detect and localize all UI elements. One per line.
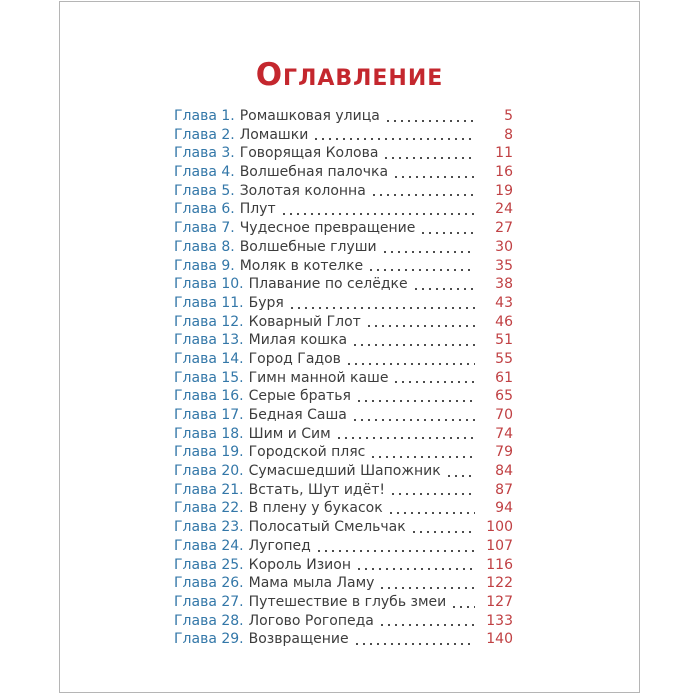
page-number: 24	[495, 201, 513, 218]
dot-leader	[381, 624, 475, 626]
toc-entry	[174, 107, 513, 126]
page-number: 27	[495, 220, 513, 237]
page-number: 100	[486, 519, 513, 536]
page-number: 11	[495, 145, 513, 162]
toc-entry	[174, 313, 513, 332]
chapter-title: Моляк в котелке	[239, 257, 364, 274]
dot-leader	[283, 213, 475, 215]
toc-entry	[174, 238, 513, 257]
dot-leader	[358, 400, 475, 402]
toc-entry	[174, 219, 513, 238]
chapter-label: Глава 7.	[174, 220, 235, 237]
page-number: 107	[486, 537, 513, 554]
toc-entry	[174, 331, 513, 350]
toc-entry	[174, 537, 513, 556]
chapter-title: Милая кошка	[248, 332, 348, 349]
dot-leader	[395, 176, 475, 178]
chapter-label: Глава 2.	[174, 126, 235, 143]
dot-leader	[315, 138, 475, 140]
chapter-title: Городской пляс	[248, 444, 366, 461]
chapter-label: Глава 20.	[174, 463, 244, 480]
chapter-title: Волшебная палочка	[239, 164, 389, 181]
chapter-label: Глава 3.	[174, 145, 235, 162]
chapter-title: Полосатый Смельчак	[248, 519, 406, 536]
page-number: 19	[495, 182, 513, 199]
dot-leader	[291, 307, 475, 309]
toc-entry	[174, 144, 513, 163]
page-number: 43	[495, 294, 513, 311]
dot-leader	[448, 475, 475, 477]
toc-entry	[174, 294, 513, 313]
dot-leader	[358, 568, 475, 570]
page-number: 84	[495, 463, 513, 480]
toc-entry	[174, 200, 513, 219]
chapter-label: Глава 12.	[174, 313, 244, 330]
dot-leader	[381, 587, 475, 589]
toc-list	[60, 107, 639, 649]
page-number: 51	[495, 332, 513, 349]
chapter-title: Бедная Саша	[248, 407, 347, 423]
dot-leader	[318, 550, 475, 552]
toc-entry	[174, 481, 513, 500]
page-number: 122	[486, 575, 513, 592]
chapter-label: Глава 5.	[174, 182, 235, 199]
chapter-label: Глава 29.	[174, 631, 244, 648]
chapter-title: В плену у букасок	[248, 500, 383, 517]
page-number: 140	[486, 631, 513, 648]
chapter-label: Глава 28.	[174, 612, 244, 629]
chapter-title: Шим и Сим	[248, 425, 331, 442]
page-number: 61	[495, 369, 513, 386]
chapter-title: Серые братья	[248, 388, 351, 405]
page-number: 133	[486, 612, 513, 629]
chapter-label: Глава 27.	[174, 593, 244, 610]
page-number: 70	[495, 407, 513, 423]
chapter-label: Глава 9.	[174, 257, 235, 274]
chapter-label: Глава 11.	[174, 294, 244, 311]
dot-leader	[453, 606, 475, 608]
chapter-title: Плут	[239, 201, 276, 218]
chapter-title: Золотая колонна	[239, 182, 366, 199]
toc-entry	[174, 443, 513, 462]
page-number: 87	[495, 481, 513, 498]
toc-entry	[174, 163, 513, 182]
dot-leader	[338, 437, 475, 439]
dot-leader	[392, 493, 475, 495]
dot-leader	[395, 381, 475, 383]
dot-leader	[372, 456, 475, 458]
chapter-label: Глава 1.	[174, 108, 235, 124]
page-number: 55	[495, 350, 513, 367]
chapter-label: Глава 26.	[174, 575, 244, 592]
chapter-title: Лугопед	[248, 537, 311, 554]
dot-leader	[387, 120, 475, 122]
dot-leader	[415, 288, 475, 290]
toc-entry	[174, 499, 513, 518]
page-number: 30	[495, 238, 513, 255]
chapter-label: Глава 14.	[174, 350, 244, 367]
chapter-label: Глава 18.	[174, 425, 244, 442]
page-number: 5	[504, 108, 513, 124]
chapter-label: Глава 19.	[174, 444, 244, 461]
chapter-label: Глава 15.	[174, 369, 244, 386]
dot-leader	[370, 269, 475, 271]
dot-leader	[368, 325, 475, 327]
chapter-title: Ломашки	[239, 126, 309, 143]
book-page	[59, 1, 640, 693]
chapter-label: Глава 24.	[174, 537, 244, 554]
toc-entry	[174, 369, 513, 388]
chapter-title: Гимн манной каше	[248, 369, 389, 386]
page-number: 94	[495, 500, 513, 517]
chapter-title: Чудесное превращение	[239, 220, 416, 237]
dot-leader	[354, 419, 475, 421]
dot-leader	[384, 251, 475, 253]
chapter-label: Глава 23.	[174, 519, 244, 536]
toc-entry	[174, 630, 513, 649]
toc-entry	[174, 387, 513, 406]
chapter-title: Возвращение	[248, 631, 349, 648]
chapter-title: Волшебные глуши	[239, 238, 377, 255]
dot-leader	[373, 194, 475, 196]
chapter-title: Король Изион	[248, 556, 351, 573]
page-title: ОГЛАВЛЕНИЕ	[255, 57, 444, 93]
chapter-label: Глава 8.	[174, 238, 235, 255]
dot-leader	[385, 157, 475, 159]
page-number: 116	[486, 556, 513, 573]
chapter-title: Город Гадов	[248, 350, 341, 367]
page-number: 38	[495, 276, 513, 293]
toc-entry	[174, 257, 513, 276]
chapter-title: Путешествие в глубь змеи	[248, 593, 447, 610]
page-number: 35	[495, 257, 513, 274]
chapter-label: Глава 10.	[174, 276, 244, 293]
page-number: 79	[495, 444, 513, 461]
chapter-title: Мама мыла Ламу	[248, 575, 375, 592]
chapter-label: Глава 13.	[174, 332, 244, 349]
page-number: 46	[495, 313, 513, 330]
toc-entry	[174, 612, 513, 631]
chapter-label: Глава 22.	[174, 500, 244, 517]
dot-leader	[422, 232, 475, 234]
chapter-title: Логово Рогопеда	[248, 612, 374, 629]
chapter-label: Глава 4.	[174, 164, 235, 181]
toc-entry	[174, 406, 513, 425]
chapter-label: Глава 21.	[174, 481, 244, 498]
chapter-title: Ромашковая улица	[239, 108, 380, 124]
toc-entry	[174, 350, 513, 369]
toc-entry	[174, 275, 513, 294]
chapter-title: Плавание по селёдке	[248, 276, 408, 293]
toc-entry	[174, 556, 513, 575]
dot-leader	[348, 363, 475, 365]
toc-entry	[174, 518, 513, 537]
dot-leader	[354, 344, 475, 346]
chapter-title: Говорящая Колова	[239, 145, 379, 162]
toc-entry	[174, 574, 513, 593]
dot-leader	[356, 643, 475, 645]
toc-entry	[174, 462, 513, 481]
page-number: 74	[495, 425, 513, 442]
chapter-title: Буря	[248, 294, 284, 311]
page-number: 8	[504, 126, 513, 143]
dot-leader	[390, 512, 475, 514]
toc-entry	[174, 593, 513, 612]
chapter-title: Сумасшедший Шапожник	[248, 463, 441, 480]
chapter-title: Встать, Шут идёт!	[248, 481, 385, 498]
toc-entry	[174, 126, 513, 145]
page-number: 127	[486, 593, 513, 610]
page-number: 16	[495, 164, 513, 181]
chapter-title: Коварный Глот	[248, 313, 361, 330]
chapter-label: Глава 6.	[174, 201, 235, 218]
page-number: 65	[495, 388, 513, 405]
chapter-label: Глава 17.	[174, 407, 244, 423]
dot-leader	[413, 531, 475, 533]
toc-entry	[174, 425, 513, 444]
toc-entry	[174, 182, 513, 201]
chapter-label: Глава 16.	[174, 388, 244, 405]
chapter-label: Глава 25.	[174, 556, 244, 573]
